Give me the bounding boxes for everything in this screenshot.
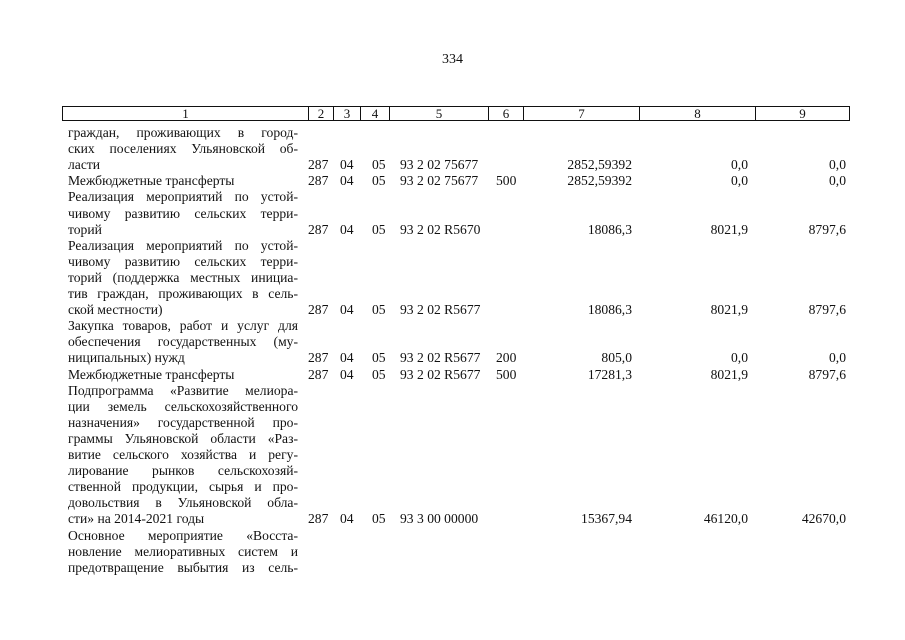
row-description-line: Межбюджетные трансферты: [68, 173, 235, 189]
row-description-line: довольствия в Ульяновской обла-: [68, 495, 298, 511]
row-description-line: новление мелиоративных систем и: [68, 543, 298, 559]
row-cell-9: 0,0: [829, 350, 846, 366]
row-cell-3: 04: [340, 302, 354, 318]
row-description-line: торий (поддержка местных инициа-: [68, 269, 298, 285]
row-cell-7: 18086,3: [587, 221, 632, 237]
row-description-line: лирование рынков сельскохозяй-: [68, 463, 298, 479]
row-cell-9: 8797,6: [808, 302, 846, 318]
row-cell-5: 93 2 02 R5677: [400, 350, 481, 366]
row-cell-2: 287: [308, 350, 329, 366]
page-number: 334: [442, 52, 463, 67]
row-cell-2: 287: [308, 302, 329, 318]
row-cell-4: 05: [372, 511, 386, 527]
row-cell-7: 805,0: [601, 350, 632, 366]
row-description-line: ских поселениях Ульяновской об-: [68, 141, 298, 157]
row-cell-2: 287: [308, 173, 329, 189]
row-cell-9: 0,0: [829, 173, 846, 189]
row-cell-5: 93 2 02 75677: [400, 173, 479, 189]
row-description-line: сти» на 2014-2021 годы: [68, 511, 205, 527]
column-header-8: 8: [639, 107, 755, 120]
row-cell-8: 46120,0: [703, 511, 748, 527]
row-cell-4: 05: [372, 221, 386, 237]
row-description-line: ции земель сельскохозяйственного: [68, 398, 298, 414]
row-description-line: Реализация мероприятий по устой-: [68, 189, 298, 205]
row-cell-5: 93 3 00 00000: [400, 511, 479, 527]
row-description-line: витие сельского хозяйства и регу-: [68, 447, 298, 462]
row-cell-2: 287: [308, 366, 329, 382]
row-cell-7: 15367,94: [581, 511, 632, 527]
row-cell-6: 500: [496, 366, 517, 382]
row-cell-2: 287: [308, 511, 329, 527]
row-description-line: обеспечения государственных (му-: [68, 334, 298, 350]
row-description-line: граммы Ульяновской области «Раз-: [68, 430, 298, 446]
row-cell-9: 8797,6: [808, 221, 846, 237]
column-header-6: 6: [488, 107, 523, 120]
row-cell-7: 2852,59392: [567, 173, 632, 189]
row-description-line: предотвращение выбытия из сель-: [68, 559, 298, 575]
row-cell-7: 18086,3: [587, 302, 632, 318]
row-cell-3: 04: [340, 366, 354, 382]
row-cell-3: 04: [340, 350, 354, 366]
row-cell-8: 0,0: [731, 173, 748, 189]
row-description-line: ниципальных) нужд: [68, 350, 185, 366]
row-description-line: Основное мероприятие «Восста-: [68, 527, 298, 543]
row-cell-3: 04: [340, 157, 354, 173]
row-cell-3: 04: [340, 511, 354, 527]
row-cell-5: 93 2 02 75677: [400, 157, 479, 173]
row-cell-9: 8797,6: [808, 366, 846, 382]
row-description-line: ласти: [68, 157, 101, 173]
row-cell-9: 0,0: [829, 157, 846, 173]
row-cell-8: 0,0: [731, 157, 748, 173]
row-description-line: Закупка товаров, работ и услуг для: [68, 318, 298, 334]
row-description-line: тив граждан, проживающих в сель-: [68, 286, 298, 301]
row-description-line: назначения» государственной про-: [68, 414, 298, 430]
column-header-4: 4: [360, 107, 389, 120]
row-cell-5: 93 2 02 R5677: [400, 366, 481, 382]
row-cell-6: 200: [496, 350, 517, 366]
row-cell-8: 8021,9: [710, 366, 748, 382]
row-cell-5: 93 2 02 R5677: [400, 302, 481, 318]
column-header-1: 1: [182, 106, 189, 121]
row-cell-2: 287: [308, 221, 329, 237]
row-cell-6: 500: [496, 173, 517, 189]
row-description-line: чивому развитию сельских терри-: [68, 205, 298, 221]
row-cell-3: 04: [340, 221, 354, 237]
row-cell-4: 05: [372, 173, 386, 189]
row-cell-5: 93 2 02 R5670: [400, 221, 481, 237]
row-cell-7: 2852,59392: [567, 157, 632, 173]
row-description-line: чивому развитию сельских терри-: [68, 253, 298, 269]
row-description-line: Реализация мероприятий по устой-: [68, 237, 298, 253]
row-description-line: граждан, проживающих в город-: [68, 125, 298, 140]
table-header: [62, 106, 850, 121]
row-cell-4: 05: [372, 350, 386, 366]
row-cell-9: 42670,0: [801, 511, 846, 527]
row-description-line: ственной продукции, сырья и про-: [68, 479, 298, 495]
row-cell-8: 8021,9: [710, 302, 748, 318]
row-cell-4: 05: [372, 157, 386, 173]
row-description-line: ской местности): [68, 302, 163, 318]
row-description-line: Подпрограмма «Развитие мелиора-: [68, 382, 298, 398]
row-cell-8: 8021,9: [710, 221, 748, 237]
row-cell-7: 17281,3: [587, 366, 632, 382]
column-header-7: 7: [523, 107, 639, 120]
row-cell-4: 05: [372, 302, 386, 318]
row-cell-2: 287: [308, 157, 329, 173]
row-cell-3: 04: [340, 173, 354, 189]
column-header-5: 5: [389, 107, 488, 120]
row-cell-8: 0,0: [731, 350, 748, 366]
row-description-line: Межбюджетные трансферты: [68, 366, 235, 382]
column-header-3: 3: [333, 107, 360, 120]
row-description-line: торий: [68, 221, 102, 237]
column-header-9: 9: [755, 107, 849, 120]
column-header-2: 2: [308, 107, 333, 120]
row-cell-4: 05: [372, 366, 386, 382]
